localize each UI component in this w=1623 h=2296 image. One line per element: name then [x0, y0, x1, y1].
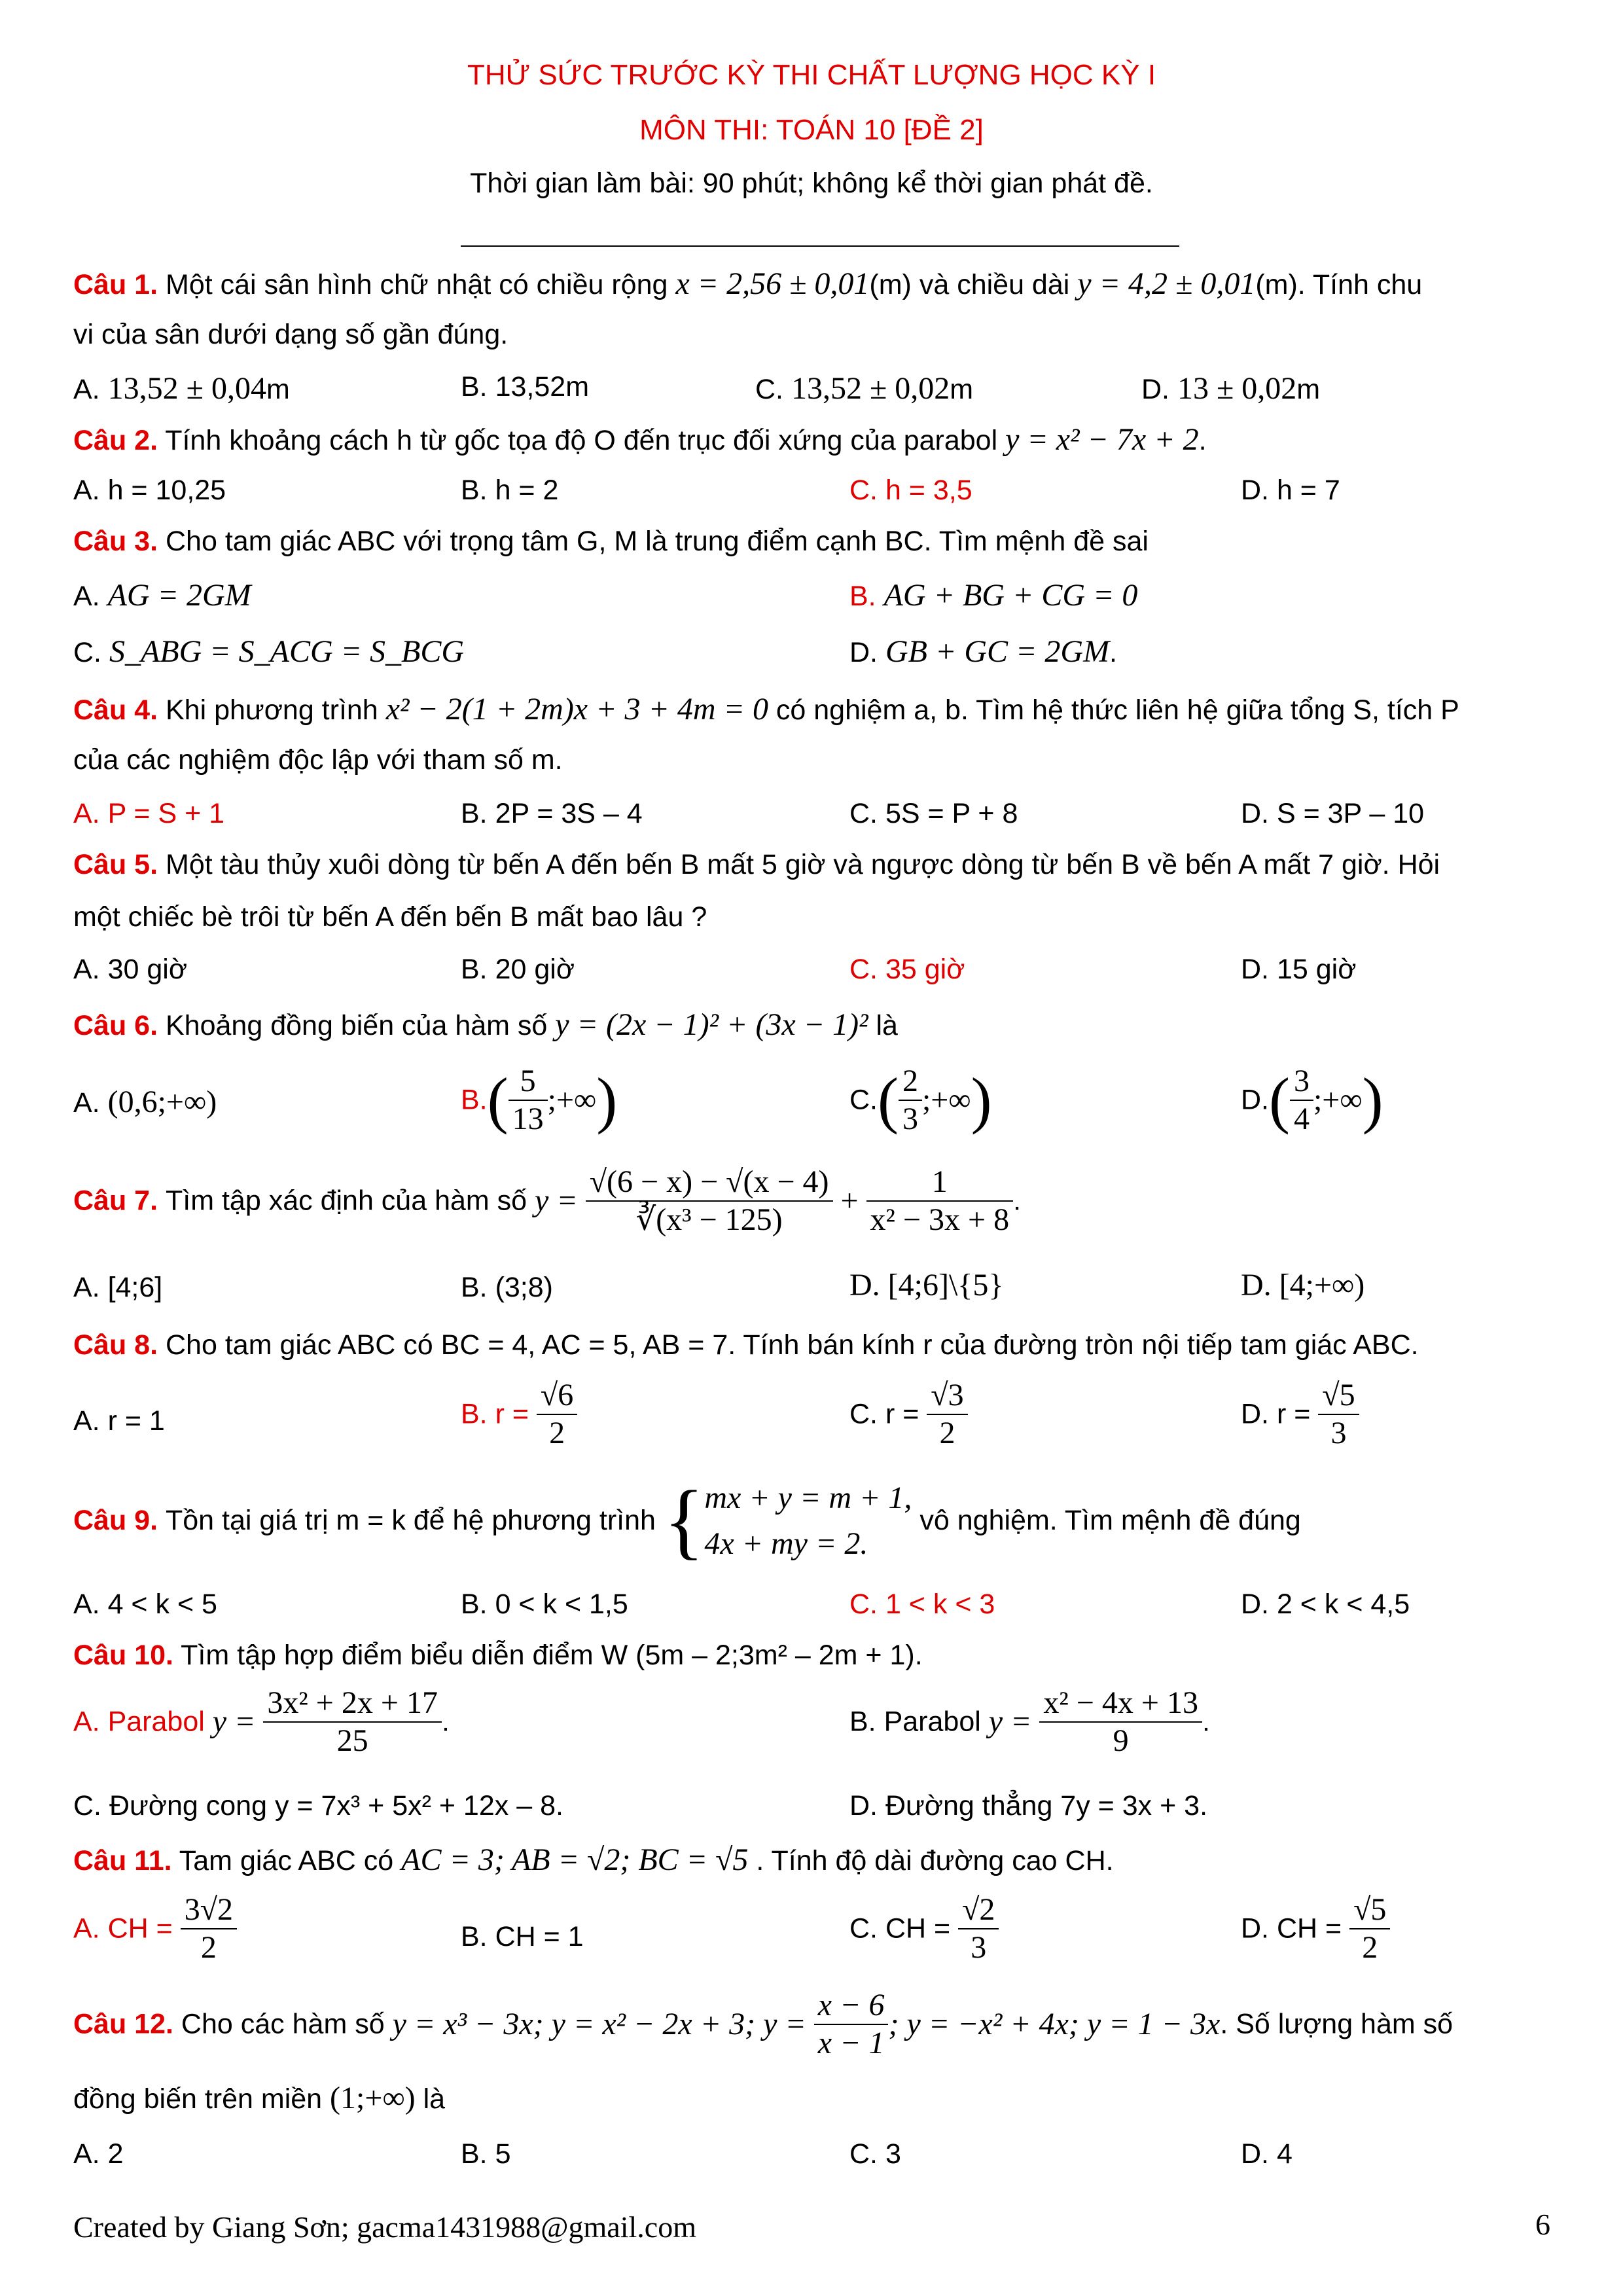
page-number: 6	[1535, 2208, 1550, 2241]
q7-option-b: B. (3;8)	[461, 1272, 553, 1303]
q6-option-d: D.( $\frac{3}{4}$ ;+∞)	[1241, 1064, 1383, 1136]
q2-option-a: A. h = 10,25	[73, 475, 226, 506]
header-divider	[461, 245, 1179, 247]
time-note: Thời gian làm bài: 90 phút; không kể thời gian phát đề.	[470, 168, 1153, 199]
fraction: $\frac{3}{4}$	[1290, 1066, 1313, 1135]
equation-system: mx + y = m + 1, 4x + my = 2.	[704, 1480, 912, 1561]
q11-option-c: C. CH = $\frac{√2}{3}$	[849, 1894, 999, 1964]
q3-option-d: D. GB + GC = 2GM.	[849, 634, 1117, 669]
footer-credit: Created by Giang Sơn; gacma1431988@gmail.com	[73, 2210, 696, 2244]
q2-option-c-answer: C. h = 3,5	[849, 475, 972, 506]
q1-option-a: A. 13,52 ± 0,04m	[73, 371, 290, 406]
q9-option-c-answer: C. 1 < k < 3	[849, 1588, 995, 1620]
question-1-line2: vi của sân dưới dạng số gần đúng.	[73, 319, 508, 350]
question-label: Câu 1.	[73, 269, 158, 300]
question-3: Câu 3. Cho tam giác ABC với trọng tâm G, M là trung điểm cạnh BC. Tìm mệnh đề sai	[73, 526, 1149, 557]
subject-line: MÔN THI: TOÁN 10 [ĐỀ 2]	[639, 114, 984, 146]
question-12-line2: đồng biến trên miền (1;+∞) là	[73, 2081, 446, 2115]
question-5-line2: một chiếc bè trôi từ bến A đến bến B mất bao lâu ?	[73, 901, 707, 933]
q8-option-c: C. r = $\frac{√3}{2}$	[849, 1380, 968, 1449]
question-9: Câu 9. Tồn tại giá trị m = k để hệ phương trình { mx + y = m + 1, 4x + my = 2. vô nghiệm. Tìm mệnh đề đúng	[73, 1473, 1301, 1568]
q5-option-d: D. 15 giờ	[1241, 954, 1357, 985]
q9-option-d: D. 2 < k < 4,5	[1241, 1588, 1410, 1620]
question-11: Câu 11. Tam giác ABC có AC = 3; AB = √2; BC = √5 . Tính độ dài đường cao CH.	[73, 1842, 1114, 1877]
question-8: Câu 8. Cho tam giác ABC có BC = 4, AC = 5, AB = 7. Tính bán kính r của đường tròn nội tiếp tam giác ABC.	[73, 1329, 1419, 1361]
question-2: Câu 2. Tính khoảng cách h từ gốc tọa độ O đến trục đối xứng của parabol y = x² − 7x + 2.	[73, 422, 1207, 457]
fraction: $\frac{√6}{2}$	[537, 1380, 577, 1449]
q2-option-d: D. h = 7	[1241, 475, 1340, 506]
question-label: Câu 12.	[73, 2008, 173, 2040]
question-1: Câu 1. Một cái sân hình chữ nhật có chiều rộng x = 2,56 ± 0,01(m) và chiều dài y = 4,2 ± 0,01(m). Tính chu	[73, 266, 1423, 301]
fraction: $\frac{\text{x² − 4x + 13}}{9}$	[1039, 1687, 1202, 1757]
fraction: $\frac{√2}{3}$	[958, 1894, 999, 1964]
fraction: $\frac{3√2}{2}$	[181, 1894, 237, 1964]
q4-option-d: D. S = 3P – 10	[1241, 798, 1425, 829]
question-label: Câu 4.	[73, 694, 158, 726]
q11-option-b: B. CH = 1	[461, 1921, 584, 1952]
q4-option-b: B. 2P = 3S – 4	[461, 798, 643, 829]
q6-option-b: B.( $\frac{5}{13}$ ;+∞)	[461, 1064, 618, 1136]
q9-option-a: A. 4 < k < 5	[73, 1588, 217, 1620]
question-5: Câu 5. Một tàu thủy xuôi dòng từ bến A đến bến B mất 5 giờ và ngược dòng từ bến B về bến A mất 7 giờ. Hỏi	[73, 849, 1440, 880]
q8-option-d: D. r = $\frac{√5}{3}$	[1241, 1380, 1359, 1449]
fraction: $\frac{x - 6}{x - 1}$	[814, 1990, 889, 2059]
q3-option-b-answer: B. AG + BG + CG = 0	[849, 578, 1138, 613]
q12-option-c: C. 3	[849, 2138, 901, 2170]
q5-option-a: A. 30 giờ	[73, 954, 188, 985]
q11-option-a-answer: A. CH = $\frac{3√2}{2}$	[73, 1894, 237, 1964]
q7-option-d: D. [4;+∞)	[1241, 1268, 1365, 1302]
fraction: $\frac{√5}{2}$	[1349, 1894, 1390, 1964]
question-7: Câu 7. Tìm tập xác định của hàm số y = $\frac{√(6 - x) - √(x - 4)}{\text{∛(x³ − 125)}}$ + $\frac{1}{\text{x² − 3x + 8}}$ .	[73, 1164, 1022, 1237]
q3-option-c: C. S_ABG = S_ACG = S_BCG	[73, 634, 465, 669]
fraction: $\frac{√5}{3}$	[1318, 1380, 1359, 1449]
q9-option-b: B. 0 < k < 1,5	[461, 1588, 628, 1620]
question-label: Câu 7.	[73, 1185, 158, 1217]
q5-option-c-answer: C. 35 giờ	[849, 954, 965, 985]
q12-option-a: A. 2	[73, 2138, 124, 2170]
q10-option-d: D. Đường thẳng 7y = 3x + 3.	[849, 1790, 1208, 1821]
q8-option-b-answer: B. r = $\frac{√6}{2}$	[461, 1380, 577, 1449]
fraction: $\frac{\text{3x² + 2x + 17}}{25}$	[263, 1687, 442, 1757]
question-6: Câu 6. Khoảng đồng biến của hàm số y = (2x − 1)² + (3x − 1)² là	[73, 1007, 898, 1042]
question-4: Câu 4. Khi phương trình x² − 2(1 + 2m)x + 3 + 4m = 0 có nghiệm a, b. Tìm hệ thức liên hệ giữa tổng S, tích P	[73, 692, 1459, 726]
q12-option-d: D. 4	[1241, 2138, 1293, 2170]
fraction: $\frac{√3}{2}$	[927, 1380, 967, 1449]
q1-option-c: C. 13,52 ± 0,02m	[755, 371, 974, 406]
question-label: Câu 3.	[73, 526, 158, 557]
q3-option-a: A. AG = 2GM	[73, 578, 251, 613]
question-label: Câu 10.	[73, 1640, 173, 1671]
q7-option-a: A. [4;6]	[73, 1272, 163, 1303]
q2-option-b: B. h = 2	[461, 475, 559, 506]
question-label: Câu 6.	[73, 1010, 158, 1041]
q8-option-a: A. r = 1	[73, 1405, 165, 1437]
question-label: Câu 9.	[73, 1505, 158, 1537]
q7-option-c: D. [4;6]\{5}	[849, 1268, 1004, 1302]
question-4-line2: của các nghiệm độc lập với tham số m.	[73, 744, 563, 776]
question-label: Câu 2.	[73, 425, 158, 456]
fraction: $\frac{1}{\text{x² − 3x + 8}}$	[866, 1166, 1014, 1236]
question-label: Câu 8.	[73, 1329, 158, 1361]
question-10: Câu 10. Tìm tập hợp điểm biểu diễn điểm W (5m – 2;3m² – 2m + 1).	[73, 1640, 923, 1671]
q12-option-b: B. 5	[461, 2138, 511, 2170]
q6-option-a: A. (0,6;+∞)	[73, 1085, 217, 1119]
q10-option-a-answer: A. Parabol y = $\frac{\text{3x² + 2x + 17}}{25}$ .	[73, 1685, 450, 1758]
q4-option-c: C. 5S = P + 8	[849, 798, 1018, 829]
q11-option-d: D. CH = $\frac{√5}{2}$	[1241, 1894, 1390, 1964]
fraction: $\frac{5}{13}$	[508, 1066, 548, 1135]
question-12: Câu 12. Cho các hàm số y = x³ − 3x; y = x² − 2x + 3; y = $\frac{x - 6}{x - 1}$ ; y = −x² + 4x; y = 1 − 3x. Số lượng hàm số	[73, 1988, 1454, 2060]
question-label: Câu 5.	[73, 849, 158, 880]
question-label: Câu 11.	[73, 1845, 172, 1876]
q6-option-c: C.( $\frac{2}{3}$ ;+∞)	[849, 1064, 992, 1136]
q10-option-c: C. Đường cong y = 7x³ + 5x² + 12x – 8.	[73, 1790, 563, 1821]
q1-option-b: B. 13,52m	[461, 371, 590, 403]
fraction: $\frac{√(6 - x) - √(x - 4)}{\text{∛(x³ − 125)}}$	[586, 1166, 833, 1236]
fraction: $\frac{2}{3}$	[899, 1066, 922, 1135]
q5-option-b: B. 20 giờ	[461, 954, 575, 985]
q4-option-a-answer: A. P = S + 1	[73, 798, 225, 829]
q1-option-d: D. 13 ± 0,02m	[1141, 371, 1321, 406]
page-title: THỬ SỨC TRƯỚC KỲ THI CHẤT LƯỢNG HỌC KỲ I	[467, 59, 1156, 91]
q10-option-b: B. Parabol y = $\frac{\text{x² − 4x + 13}}{9}$ .	[849, 1685, 1210, 1758]
